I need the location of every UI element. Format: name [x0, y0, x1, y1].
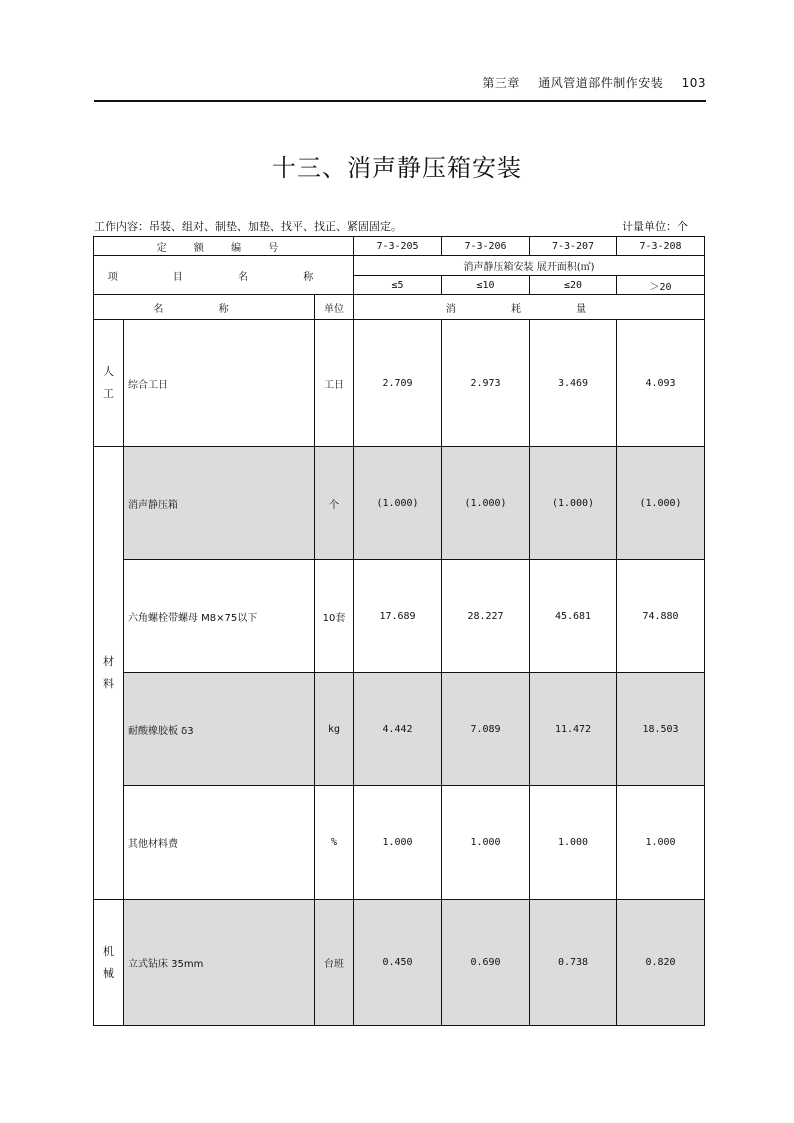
row-value: 1.000: [354, 786, 442, 900]
quota-number-row: [94, 237, 705, 256]
row-name: 立式钻床 35mm: [124, 900, 315, 1026]
row-unit: 个: [315, 447, 354, 560]
category-char: 人: [103, 365, 114, 378]
work-content: 工作内容：吊装、组对、制垫、加垫、找平、找正、紧固固定。: [94, 220, 402, 233]
category-char: 料: [103, 677, 114, 690]
table-row: [94, 900, 705, 1026]
column-header-row: [94, 295, 705, 320]
unit-column-header: 单位: [315, 295, 354, 320]
size-range: ＞20: [617, 276, 705, 295]
row-value: 11.472: [530, 673, 617, 786]
row-name: 综合工日: [124, 320, 315, 447]
row-value: 0.738: [530, 900, 617, 1026]
table-row: [94, 786, 705, 900]
quota-number-label: 定 额 编 号: [94, 237, 354, 256]
quota-table: [93, 236, 705, 1026]
row-value: 0.820: [617, 900, 705, 1026]
consumption-column-header: 消 耗 量: [354, 295, 705, 320]
quota-code: 7-3-206: [442, 237, 530, 256]
table-meta: [94, 218, 688, 234]
category-char: 材: [103, 655, 114, 668]
size-range: ≤5: [354, 276, 442, 295]
table-row: [94, 447, 705, 560]
row-value: 74.880: [617, 560, 705, 673]
category-char: 机: [103, 944, 114, 958]
row-value: 1.000: [617, 786, 705, 900]
row-value: 0.690: [442, 900, 530, 1026]
row-unit: kg: [315, 673, 354, 786]
row-value: 4.093: [617, 320, 705, 447]
page-title: 十三、消声静压箱安装: [272, 154, 522, 182]
name-column-header: 名 称: [94, 295, 315, 320]
category-machine: [94, 900, 124, 1026]
item-group-label: 消声静压箱安装 展开面积(㎡): [354, 256, 705, 276]
row-value: 18.503: [617, 673, 705, 786]
row-unit: %: [315, 786, 354, 900]
item-name-label: 项 目 名 称: [94, 256, 354, 295]
row-value: (1.000): [530, 447, 617, 560]
table-row: [94, 560, 705, 673]
table-row: [94, 320, 705, 447]
quota-code: 7-3-207: [530, 237, 617, 256]
row-value: 7.089: [442, 673, 530, 786]
quota-code: 7-3-208: [617, 237, 705, 256]
row-name: 耐酸橡胶板 δ3: [124, 673, 315, 786]
row-name: 消声静压箱: [124, 447, 315, 560]
row-value: 4.442: [354, 673, 442, 786]
category-char: 械: [103, 966, 114, 980]
page-number: 103: [681, 76, 706, 90]
item-group-row: [94, 256, 705, 276]
row-value: 17.689: [354, 560, 442, 673]
row-value: 1.000: [442, 786, 530, 900]
row-value: 2.973: [442, 320, 530, 447]
row-value: 0.450: [354, 900, 442, 1026]
category-labor: [94, 320, 124, 447]
size-range: ≤10: [442, 276, 530, 295]
row-value: 1.000: [530, 786, 617, 900]
row-value: (1.000): [442, 447, 530, 560]
row-value: 3.469: [530, 320, 617, 447]
row-name: 六角螺栓带螺母 M8×75以下: [124, 560, 315, 673]
row-value: 28.227: [442, 560, 530, 673]
table-row: [94, 673, 705, 786]
page-header: [94, 74, 706, 100]
category-char: 工: [103, 387, 114, 400]
quota-code: 7-3-205: [354, 237, 442, 256]
row-name: 其他材料费: [124, 786, 315, 900]
row-unit: 10套: [315, 560, 354, 673]
section-label: 通风管道部件制作安装: [538, 76, 664, 90]
row-value: 2.709: [354, 320, 442, 447]
header-rule: [94, 100, 706, 102]
row-unit: 工日: [315, 320, 354, 447]
unit-of-measure: 计量单位：个: [622, 220, 688, 233]
category-material: [94, 447, 124, 900]
row-value: (1.000): [617, 447, 705, 560]
row-unit: 台班: [315, 900, 354, 1026]
row-value: 45.681: [530, 560, 617, 673]
row-value: (1.000): [354, 447, 442, 560]
chapter-label: 第三章: [482, 76, 520, 90]
size-range: ≤20: [530, 276, 617, 295]
